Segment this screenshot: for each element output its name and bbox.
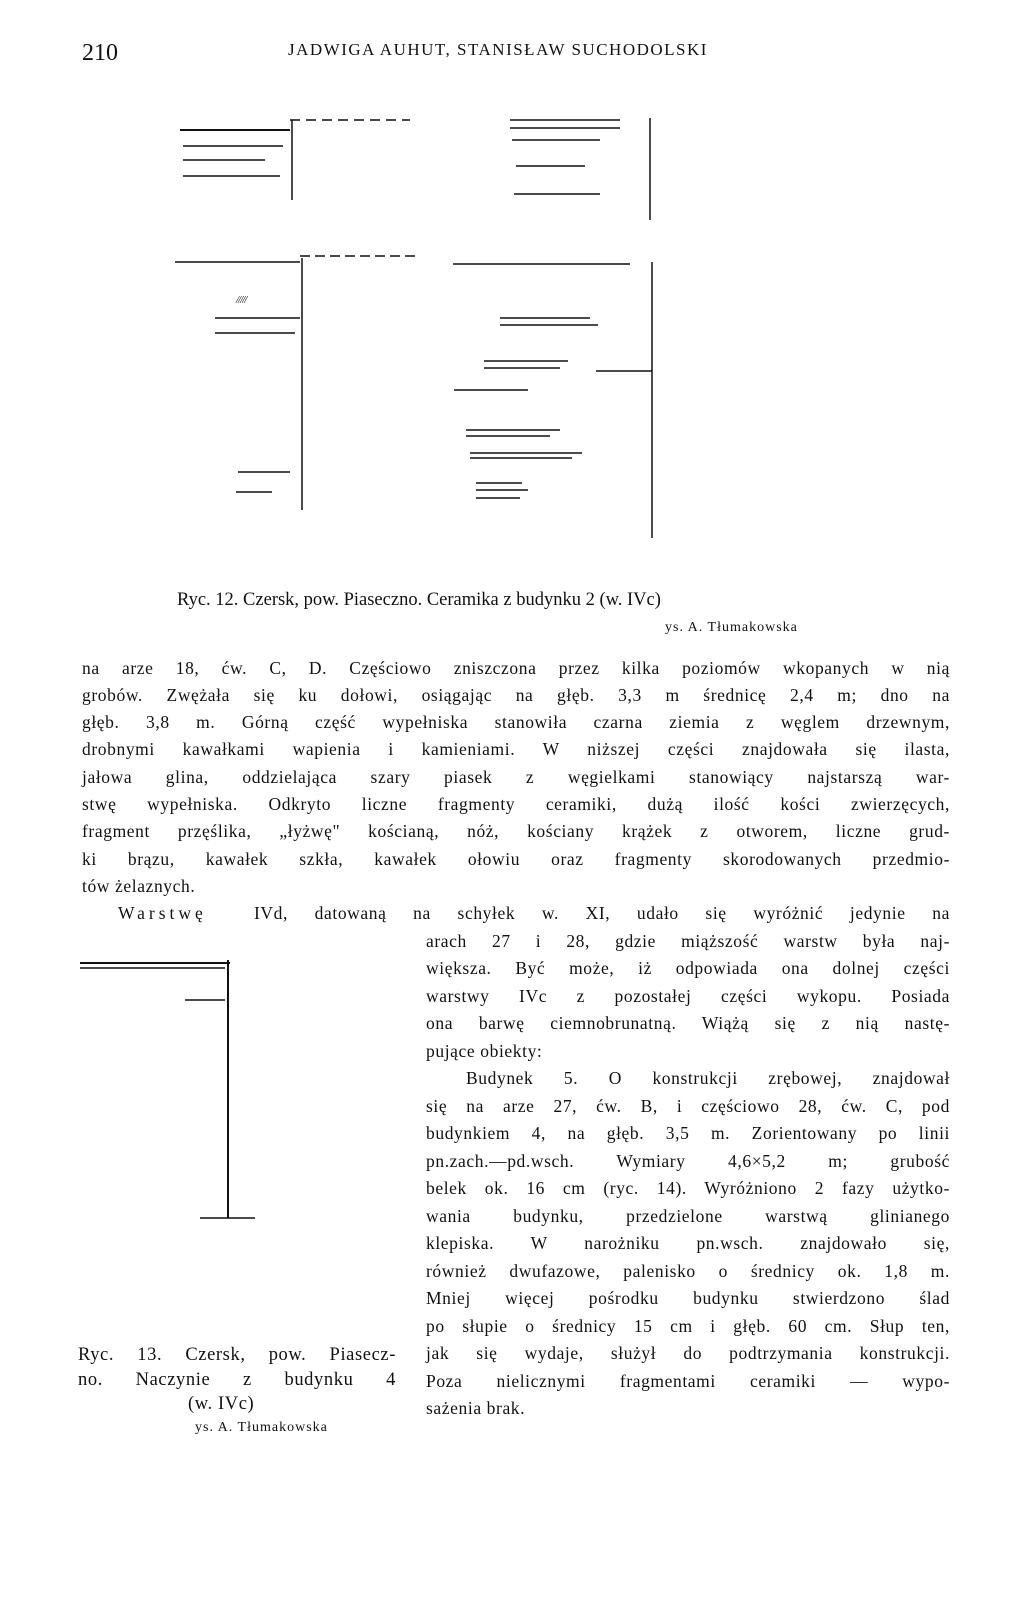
text-line: pujące obiekty: [426, 1041, 543, 1061]
caption-line: Ryc. 13. Czersk, pow. Piasecz- [78, 1345, 396, 1365]
caption-line: no. Naczynie z budynku 4 [78, 1370, 396, 1390]
figure-13-credit: ys. A. Tłumakowska [195, 1420, 328, 1435]
text-line: drobnymi kawałkami wapienia i kamieniami. W niższej części znajdowała się ilasta, [82, 739, 950, 759]
text-line: arach 27 i 28, gdzie miąższość warstw była naj- [426, 931, 950, 951]
text-line: pn.zach.—pd.wsch. Wymiary 4,6×5,2 m; grubość [426, 1151, 950, 1171]
text-line: jałowa glina, oddzielająca szary piasek z węgielkami stanowiący najstarszą war- [82, 767, 950, 787]
text-line: się na arze 27, ćw. B, i częściowo 28, ćw. C, pod [426, 1096, 950, 1116]
text-line: na arze 18, ćw. C, D. Częściowo zniszczona przez kilka poziomów wkopanych w nią [82, 658, 950, 678]
text-line: klepiska. W narożniku pn.wsch. znajdowało się, [426, 1233, 950, 1253]
text-line: IVd, datowaną na schyłek w. XI, udało się wyróżnić jedynie na [254, 903, 950, 923]
text-line: Mniej więcej pośrodku budynku stwierdzono ślad [426, 1288, 950, 1308]
text-line: jak się wydaje, służył do podtrzymania konstrukcji. [426, 1343, 950, 1363]
text-line: Budynek 5. O konstrukcji zrębowej, znajdował [466, 1068, 950, 1088]
text-line: ki brązu, kawałek szkła, kawałek ołowiu oraz fragmenty skorodowanych przedmio- [82, 849, 950, 869]
text-line: grobów. Zwężała się ku dołowi, osiągając na głęb. 3,3 m średnicę 2,4 m; dno na [82, 685, 950, 705]
text-line: Poza nielicznymi fragmentami ceramiki — wypo- [426, 1371, 950, 1391]
text-line: stwę wypełniska. Odkryto liczne fragmenty ceramiki, dużą ilość kości zwierzęcych, [82, 794, 950, 814]
text-line: ona barwę ciemnobrunatną. Wiążą się z nią nastę- [426, 1013, 950, 1033]
page-number: 210 [82, 40, 118, 66]
hatch-mark: ///// [236, 294, 247, 306]
text-line: głęb. 3,8 m. Górną część wypełniska stanowiła czarna ziemia z węglem drzewnym, [82, 712, 950, 732]
text-line: belek ok. 16 cm (ryc. 14). Wyróżniono 2 fazy użytko- [426, 1178, 950, 1198]
text-line: większa. Być może, iż odpowiada ona dolnej części [426, 958, 950, 978]
spaced-word: Warstwę [118, 903, 207, 923]
figure-12-credit: ys. A. Tłumakowska [665, 620, 798, 635]
text-line: fragment przęślika, „łyżwę" kościaną, nóż, kościany krążek z otworem, liczne grud- [82, 821, 950, 841]
figure-12-caption: Ryc. 12. Czersk, pow. Piaseczno. Ceramika z budynku 2 (w. IVc) [177, 590, 661, 610]
text-line: warstwy IVc z pozostałej części wykopu. Posiada [426, 986, 950, 1006]
text-line: wania budynku, przedzielone warstwą glinianego [426, 1206, 950, 1226]
caption-line: (w. IVc) [188, 1394, 255, 1414]
text-line: sażenia brak. [426, 1398, 526, 1418]
text-line: budynkiem 4, na głęb. 3,5 m. Zorientowany po linii [426, 1123, 950, 1143]
text-line: tów żelaznych. [82, 876, 196, 896]
running-header: JADWIGA AUHUT, STANISŁAW SUCHODOLSKI [288, 40, 708, 59]
text-line: po słupie o średnicy 15 cm i głęb. 60 cm. Słup ten, [426, 1316, 950, 1336]
text-line: również dwufazowe, palenisko o średnicy ok. 1,8 m. [426, 1261, 950, 1281]
